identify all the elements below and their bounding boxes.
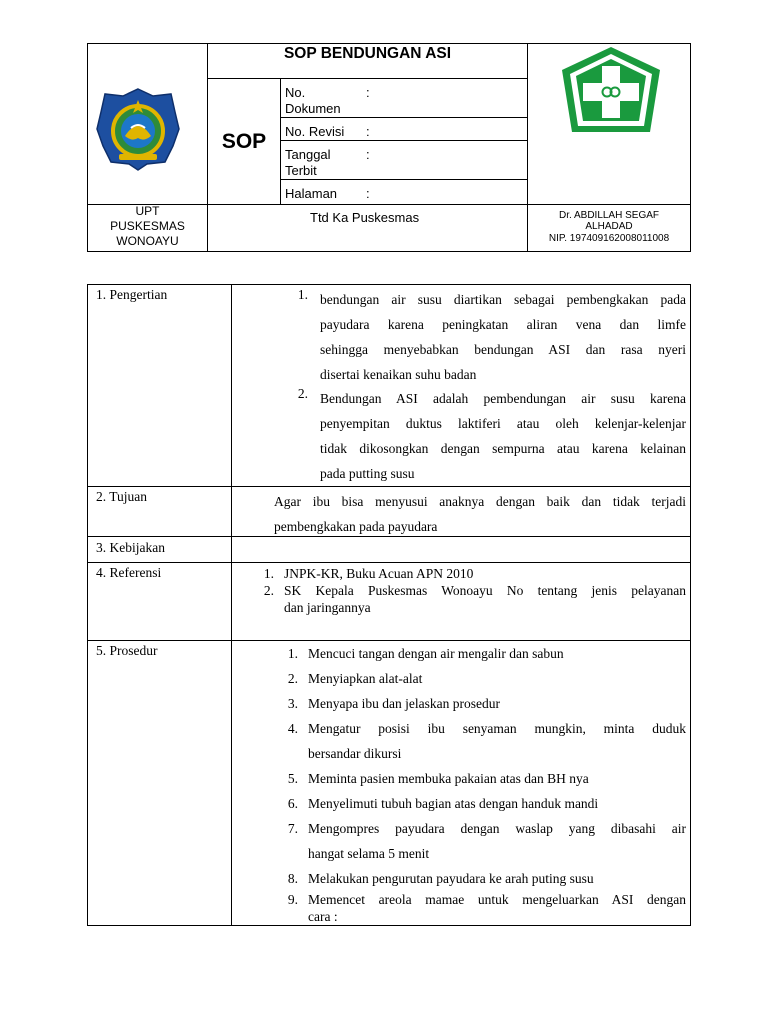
tujuan-text: Agar ibu bisa menyusui anaknya dengan baik dan tidak terjadi pembengkakan pada payudara [274,494,686,534]
halaman-label: Halaman [285,186,338,201]
doctor-name: Dr. ABDILLAH SEGAF ALHADAD [558,210,660,232]
halaman-sep: : [366,186,370,201]
org-line-1: UPT [135,204,160,218]
doctor-signature [528,210,690,244]
regency-seal-icon [95,86,181,172]
row-kebijakan [88,537,690,563]
tanggal-label: Tanggal Terbit [285,147,331,178]
label-prosedur: 5. Prosedur [96,643,158,658]
label-tujuan: 2. Tujuan [96,489,148,504]
doctor-nip: NIP. 197409162008011008 [548,233,670,244]
sop-label: SOP [221,130,267,153]
sop-body-table [87,284,691,926]
row-referensi: 4. Referensi 1. JNPK-KR, Buku Acuan APN 2010 2. SK Kepala Puskesmas Wonoayu No tentang jenis pelayanan dan jaringannya [88,563,690,641]
org-line-3: WONOAYU [116,234,179,248]
label-referensi: 4. Referensi [96,565,162,580]
row-tujuan [88,487,690,537]
doc-no-label: No. Dokumen [285,85,341,116]
revisi-sep: : [366,124,370,139]
org-line-2: PUSKESMAS [110,219,185,233]
label-pengertian: 1. Pengertian [96,287,168,302]
row-pengertian: 1. Pengertian 1. bendungan air susu diartikan sebagai pembengkakan pada payudara karena peningkatan aliran vena dan limfe sehingga menyebabkan bendungan ASI dan rasa nyeri disertai kenaikan suhu badan 2. Bendungan ASI adalah pembendungan air susu karena penyempitan duktus laktiferi atau oleh kelenjar-kelenjar tidak dikosongkan dengan sempurna atau karena kelainan pada putting susu [88,285,690,487]
doc-no-sep: : [366,85,370,100]
org-name [88,204,207,249]
sop-title: SOP BENDUNGAN ASI [283,45,452,62]
label-kebijakan: 3. Kebijakan [96,540,165,555]
tanggal-sep: : [366,147,370,162]
row-prosedur: 5. Prosedur 1. Mencuci tangan dengan air mengalir dan sabun 2. Menyiapkan alat-alat 3. Menyapa ibu dan jelaskan prosedur 4. Mengatur posisi ibu senyaman mungkin, minta duduk bersandar dikursi 5. Meminta pasien membuka pakaian atas dan BH nya 6. Menyelimuti tubuh bagian atas dengan handuk mandi 7. Mengompres payudara dengan waslap yang dibasahi air hangat selama 5 menit 8. Melakukan pengurutan payudara ke arah puting susu 9. Memencet areola mamae untuk mengeluarkan ASI dengan cara : [96,643,686,924]
puskesmas-cross-logo-icon [558,44,664,138]
ttd-label: Ttd Ka Puskesmas [310,210,420,225]
revisi-label: No. Revisi [285,124,345,139]
